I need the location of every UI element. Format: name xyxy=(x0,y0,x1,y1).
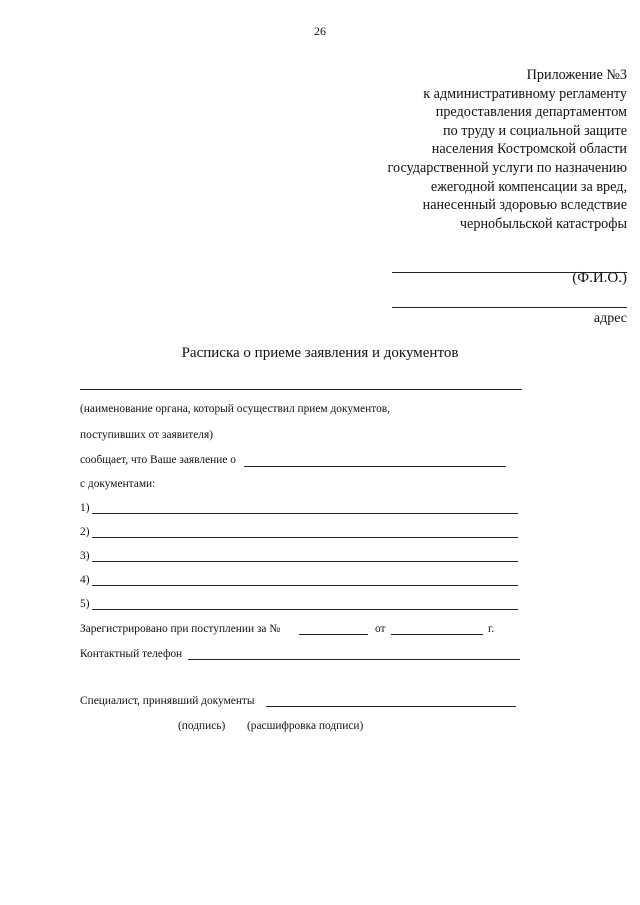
registration-date-line xyxy=(391,634,483,635)
page-number: 26 xyxy=(314,24,326,38)
document-title: Расписка о приеме заявления и документов xyxy=(181,345,459,361)
phone-label: Контактный телефон xyxy=(80,648,183,660)
with-documents-label: с документами: xyxy=(80,478,156,490)
specialist-label: Специалист, принявший документы xyxy=(80,695,255,707)
appendix-line: ежегодной компенсации за вред, xyxy=(430,178,627,195)
document-item-number: 5) xyxy=(80,598,90,610)
document-item-number: 2) xyxy=(80,526,90,538)
appendix-line: чернобыльской катастрофы xyxy=(459,215,627,232)
document-item-line xyxy=(92,585,518,586)
specialist-signature-line xyxy=(266,706,516,707)
appendix-line: населения Костромской области xyxy=(431,141,627,158)
registered-text: Зарегистрировано при поступлении за № xyxy=(80,623,281,635)
document-item-line xyxy=(92,561,518,562)
appendix-line: по труду и социальной защите xyxy=(442,122,627,139)
document-item-number: 1) xyxy=(80,502,90,514)
document-item-line xyxy=(92,537,518,538)
year-suffix: г. xyxy=(488,623,495,635)
signature-decode-label: (расшифровка подписи) xyxy=(247,720,364,732)
address-line xyxy=(392,307,627,308)
appendix-line: предоставления департаментом xyxy=(435,104,627,121)
registration-number-line xyxy=(299,634,368,635)
reports-text: сообщает, что Ваше заявление о xyxy=(80,454,236,466)
organ-name-line xyxy=(80,389,522,390)
signature-label: (подпись) xyxy=(178,720,226,732)
phone-line xyxy=(188,659,520,660)
organ-caption-2: поступивших от заявителя) xyxy=(80,429,214,441)
from-text: от xyxy=(375,623,386,635)
appendix-line: нанесенный здоровью вследствие xyxy=(422,197,627,214)
fio-label: (Ф.И.О.) xyxy=(572,270,627,286)
document-item-number: 4) xyxy=(80,574,90,586)
document-item-line xyxy=(92,513,518,514)
document-item-line xyxy=(92,609,518,610)
document-item-number: 3) xyxy=(80,550,90,562)
appendix-header xyxy=(297,66,627,233)
organ-caption-1: (наименование органа, который осуществил прием документов, xyxy=(80,403,390,415)
appendix-line: государственной услуги по назначению xyxy=(387,159,627,176)
application-subject-line xyxy=(244,466,506,467)
appendix-line: к административному регламенту xyxy=(423,85,627,102)
address-label: адрес xyxy=(593,311,627,326)
appendix-line: Приложение №3 xyxy=(526,67,627,83)
